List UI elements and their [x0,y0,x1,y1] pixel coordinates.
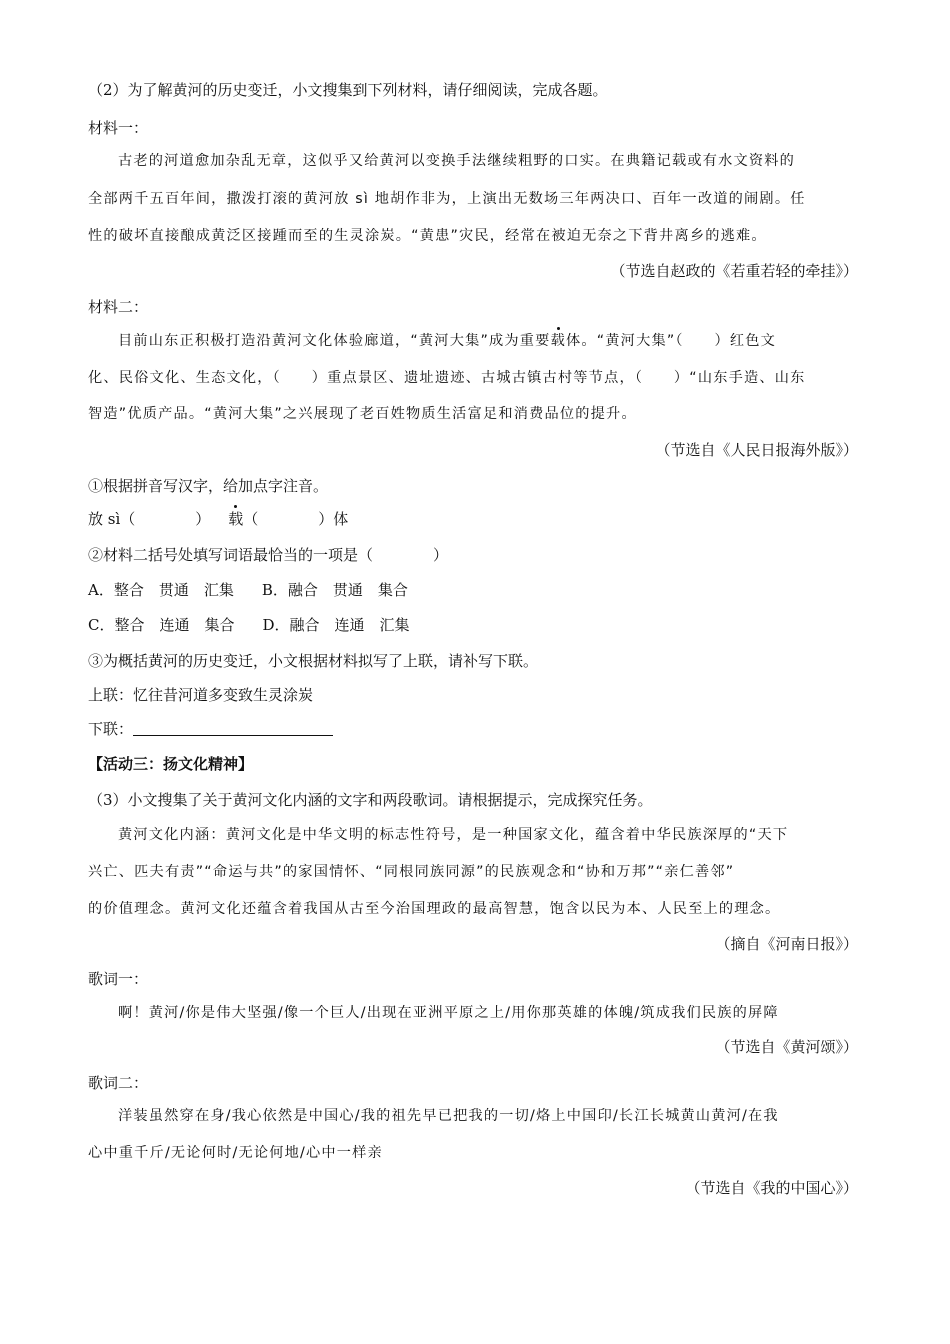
sub-question-3: ③为概括黄河的历史变迁，小文根据材料拟写了上联，请补写下联。 [88,652,539,670]
upper-couplet: 上联：忆往昔河道多变致生灵涂炭 [88,686,314,704]
material-2-line-1-a: 目前山东正积极打造沿黄河文化体验廊道，“黄河大集”成为重要 [118,333,551,349]
lower-couplet-label: 下联： [88,720,134,738]
material-2-source: （节选自《人民日报海外版》） [655,441,858,459]
culture-line-2: 兴亡、匹夫有责”“命运与共”的家国情怀、“同根同族同源”的民族观念和“协和万邦”“亲仁善邻” [88,864,735,880]
answer-blank-zai[interactable]: （ ）体 [243,510,349,528]
options-row-2 [88,615,410,635]
q3-intro: （3）小文搜集了关于黄河文化内涵的文字和两段歌词。请根据提示，完成探究任务。 [88,791,653,809]
material-2-line-3: 智造”优质产品。“黄河大集”之兴展现了老百姓物质生活富足和消费品位的提升。 [88,406,637,422]
dotted-char: 载 [228,510,244,528]
culture-line-1: 黄河文化内涵：黄河文化是中华文明的标志性符号，是一种国家文化，蕴含着中华民族深厚的“天下 [118,827,789,843]
options-row-1 [88,580,408,600]
sub-question-2: ②材料二括号处填写词语最恰当的一项是（ ） [88,546,449,564]
activity-3-title: 【活动三：扬文化精神】 [88,755,254,773]
lyric-1-source: （节选自《黄河颂》） [715,1038,858,1056]
q2-intro: （2）为了解黄河的历史变迁，小文搜集到下列材料，请仔细阅读，完成各题。 [88,81,608,99]
lyric-2-line-2: 心中重千斤/无论何时/无论何地/心中一样亲 [88,1145,383,1161]
option-a[interactable]: A．整合 贯通 汇集 [88,581,234,599]
option-c[interactable]: C．整合 连通 集合 [88,616,235,634]
option-d[interactable]: D．融合 连通 汇集 [262,616,410,634]
material-2-line-1 [118,331,776,351]
lower-couplet-blank[interactable] [133,721,333,736]
option-b[interactable]: B．融合 贯通 集合 [261,581,408,599]
lyric-2-line-1: 洋装虽然穿在身/我心依然是中国心/我的祖先早已把我的一切/烙上中国印/长江长城黄山黄河/在我 [118,1108,779,1124]
answer-blank-si[interactable]: 放 sì（ ） [88,510,211,528]
material-2-line-2: 化、民俗文化、生态文化，（ ）重点景区、遗址遗迹、古城古镇古村等节点，（ ）“山东手造、山东 [88,370,806,386]
culture-line-3: 的价值理念。黄河文化还蕴含着我国从古至今治国理政的最高智慧，饱含以民为本、人民至上的理念。 [88,901,781,917]
material-2-label: 材料二： [88,298,149,316]
lower-couplet [88,719,333,739]
culture-source: （摘自《河南日报》） [715,935,858,953]
lyric-2-source: （节选自《我的中国心》） [685,1179,858,1197]
material-1-source: （节选自赵政的《若重若轻的牵挂》） [610,262,858,280]
sub-question-1-answers [88,509,348,529]
material-2-line-1-b: 体。“黄河大集”（ ）红色文 [565,333,777,349]
dotted-char: 载 [550,333,566,349]
lyric-1-text: 啊！黄河/你是伟大坚强/像一个巨人/出现在亚洲平原之上/用你那英雄的体魄/筑成我们民族的屏障 [118,1005,779,1021]
lyric-2-label: 歌词二： [88,1074,149,1092]
lyric-1-label: 歌词一： [88,970,149,988]
material-1-line-1: 古老的河道愈加杂乱无章，这似乎又给黄河以变换手法继续粗野的口实。在典籍记载或有水文资料的 [118,153,796,169]
material-1-line-2: 全部两千五百年间，撒泼打滚的黄河放 sì 地胡作非为，上演出无数场三年两决口、百年一改道的闹剧。任 [88,191,806,207]
sub-question-1: ①根据拼音写汉字，给加点字注音。 [88,477,329,495]
material-1-line-3: 性的破坏直接酿成黄泛区接踵而至的生灵涂炭。“黄患”灾民，经常在被迫无奈之下背井离乡的逃难。 [88,228,767,244]
material-1-label: 材料一： [88,119,149,137]
